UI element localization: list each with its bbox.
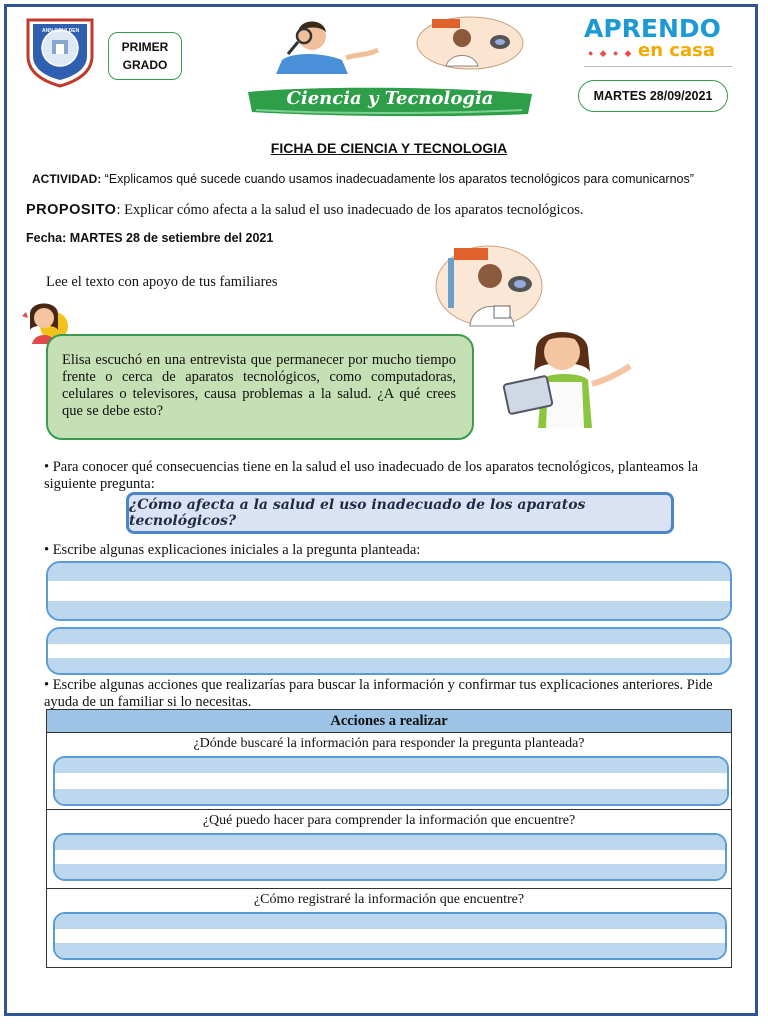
purpose-text: : Explicar cómo afecta a la salud el uso inadecuado de los aparatos tecnológicos. bbox=[116, 202, 584, 218]
actions-table-header: Acciones a realizar bbox=[47, 710, 732, 733]
sheet-title: FICHA DE CIENCIA Y TECNOLOGIA bbox=[270, 140, 508, 156]
story-text: Elisa escuchó en una entrevista que permanecer por mucho tiempo frente o cerca de aparatos tecnológicos, como computadoras, celulares o televisores, causa problemas a la salud. ¿A qué crees que se debe esto? bbox=[62, 352, 456, 419]
table-row bbox=[47, 810, 732, 889]
aprendo-en-casa-logo bbox=[582, 14, 732, 68]
purpose-label: PROPOSITO bbox=[26, 202, 117, 218]
activity-label: ACTIVIDAD: bbox=[32, 172, 102, 186]
grade-line2: GRADO bbox=[122, 58, 168, 72]
boy-magnifier-illustration bbox=[262, 14, 386, 74]
table-row bbox=[47, 733, 732, 810]
logo-dots: ● ◆ ● ◆ bbox=[588, 48, 634, 58]
activity-line bbox=[32, 172, 752, 186]
reporter-illustration-middle bbox=[434, 244, 544, 328]
reporter-illustration-top bbox=[416, 16, 524, 70]
girl-tablet-illustration bbox=[502, 320, 634, 428]
action-question-3: ¿Cómo registraré la información que encuentre? bbox=[253, 892, 525, 907]
table-row bbox=[47, 889, 732, 968]
bullet-dot-icon: • bbox=[44, 542, 50, 558]
action-answer-field-2[interactable] bbox=[53, 833, 727, 881]
activity-text: “Explicamos qué sucede cuando usamos inadecuadamente los aparatos tecnológicos para comunicarnos” bbox=[104, 172, 694, 186]
subject-banner bbox=[246, 84, 534, 118]
bullet-actions-text: Escribe algunas acciones que realizarías para buscar la información y confirmar tus explicaciones anteriores. Pide ayuda de un familiar si lo necesitas. bbox=[44, 677, 713, 710]
answer-field-1[interactable] bbox=[46, 561, 732, 621]
logo-word-en-casa: en casa bbox=[638, 40, 715, 61]
purpose-line bbox=[26, 202, 746, 219]
bullet-initial-explanations-text: Escribe algunas explicaciones iniciales a la pregunta planteada: bbox=[52, 542, 421, 558]
read-instruction: Lee el texto con apoyo de tus familiares bbox=[46, 274, 278, 290]
action-answer-field-1[interactable] bbox=[53, 756, 729, 806]
answer-field-2[interactable] bbox=[46, 627, 732, 675]
date-label: Fecha: bbox=[26, 231, 67, 245]
action-question-1: ¿Dónde buscaré la información para responder la pregunta planteada? bbox=[193, 736, 585, 751]
school-crest bbox=[22, 16, 98, 88]
bullet-initial-explanations bbox=[44, 542, 734, 559]
date-line bbox=[26, 231, 273, 245]
logo-divider bbox=[584, 66, 732, 67]
action-answer-field-3[interactable] bbox=[53, 912, 727, 960]
actions-table bbox=[46, 709, 732, 968]
bullet-consequences bbox=[44, 459, 734, 493]
date-badge: MARTES 28/09/2021 bbox=[578, 80, 728, 112]
bullet-dot-icon: • bbox=[44, 459, 50, 475]
logo-word-aprendo: APRENDO bbox=[584, 14, 721, 43]
bullet-actions bbox=[44, 677, 734, 711]
bullet-dot-icon: • bbox=[44, 677, 50, 693]
question-box bbox=[126, 492, 674, 534]
school-name: ANN GOULDEN bbox=[42, 28, 80, 34]
date-text: MARTES 28 de setiembre del 2021 bbox=[69, 231, 274, 245]
action-question-2: ¿Qué puedo hacer para comprender la información que encuentre? bbox=[202, 813, 576, 828]
grade-line1: PRIMER bbox=[121, 40, 169, 54]
bullet-consequences-text: Para conocer qué consecuencias tiene en la salud el uso inadecuado de los aparatos tecnológicos, planteamos la siguiente pregunta: bbox=[44, 459, 699, 492]
question-text: ¿Cómo afecta a la salud el uso inadecuado de los aparatos tecnológicos? bbox=[129, 497, 586, 529]
subject-banner-text: Ciencia y Tecnologia bbox=[286, 88, 494, 109]
grade-badge bbox=[108, 32, 182, 80]
